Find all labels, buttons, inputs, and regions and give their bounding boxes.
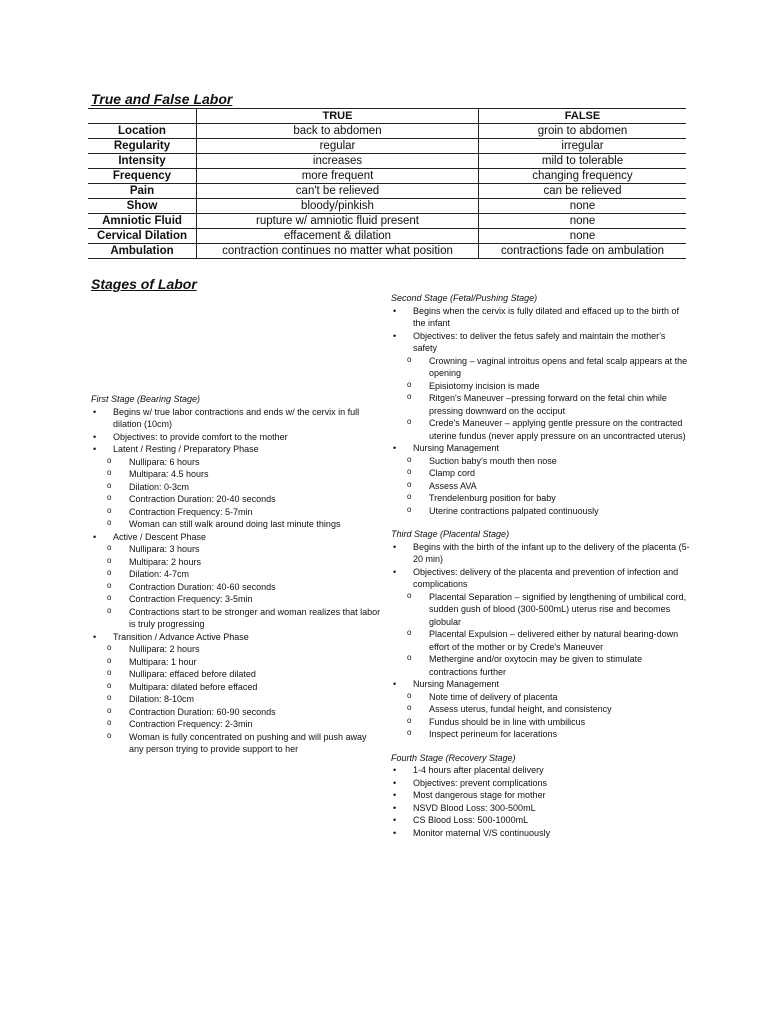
list-item: • Begins w/ true labor contractions and ends w/ the cervix in full dilation (10cm) xyxy=(91,406,381,431)
sub-list-item: o Nullipara: 2 hours xyxy=(91,643,381,656)
true-cell: rupture w/ amniotic fluid present xyxy=(197,214,479,229)
list-item: • Objectives: to deliver the fetus safely and maintain the mother's safety xyxy=(391,330,691,355)
table-row xyxy=(88,169,686,184)
false-cell: irregular xyxy=(479,139,687,154)
list-item: • Nursing Management xyxy=(391,678,691,691)
sub-list-item: o Contraction Duration: 60-90 seconds xyxy=(91,706,381,719)
sub-list-item: o Multipara: 2 hours xyxy=(91,556,381,569)
sub-list-item: o Woman can still walk around doing last minute things xyxy=(91,518,381,531)
list-item: • Objectives: delivery of the placenta and prevention of infection and complications xyxy=(391,566,691,591)
sub-list-item: o Ritgen's Maneuver –pressing forward on the fetal chin while pressing downward on the occiput xyxy=(391,392,691,417)
sub-list-item: o Woman is fully concentrated on pushing and will push away any person trying to provide support to her xyxy=(91,731,381,756)
sub-list-item: o Contraction Frequency: 2-3min xyxy=(91,718,381,731)
row-label: Location xyxy=(88,124,197,139)
row-label: Ambulation xyxy=(88,244,197,259)
sub-list-item: o Dilation: 8-10cm xyxy=(91,693,381,706)
sub-list-item: o Placental Separation – signified by lengthening of umbilical cord, sudden gush of blood (300-500mL) uterus rise and becomes globular xyxy=(391,591,691,629)
list-item: • Nursing Management xyxy=(391,442,691,455)
list-item: • Active / Descent Phase xyxy=(91,531,381,544)
table-row xyxy=(88,184,686,199)
sub-list-item: o Multipara: dilated before effaced xyxy=(91,681,381,694)
sub-list-item: o Episiotomy incision is made xyxy=(391,380,691,393)
true-cell: more frequent xyxy=(197,169,479,184)
true-cell: can't be relieved xyxy=(197,184,479,199)
table-header-row xyxy=(88,109,686,124)
true-cell: contraction continues no matter what position xyxy=(197,244,479,259)
sub-list-item: o Assess uterus, fundal height, and consistency xyxy=(391,703,691,716)
list-item: • Transition / Advance Active Phase xyxy=(91,631,381,644)
row-label: Show xyxy=(88,199,197,214)
sub-list-item: o Placental Expulsion – delivered either by natural bearing-down effort of the mother or by Crede's Maneuver xyxy=(391,628,691,653)
sub-list-item: o Fundus should be in line with umbilicus xyxy=(391,716,691,729)
list-item: • Begins when the cervix is fully dilated and effaced up to the birth of the infant xyxy=(391,305,691,330)
false-cell: none xyxy=(479,199,687,214)
sub-list-item: o Clamp cord xyxy=(391,467,691,480)
sub-list-item: o Assess AVA xyxy=(391,480,691,493)
row-label: Pain xyxy=(88,184,197,199)
sub-list-item: o Contraction Duration: 40-60 seconds xyxy=(91,581,381,594)
true-cell: effacement & dilation xyxy=(197,229,479,244)
sub-list-item: o Contraction Frequency: 5-7min xyxy=(91,506,381,519)
sub-list-item: o Crowning – vaginal introitus opens and fetal scalp appears at the opening xyxy=(391,355,691,380)
right-column xyxy=(391,292,691,839)
table-row xyxy=(88,199,686,214)
list-item: • Most dangerous stage for mother xyxy=(391,789,691,802)
third-stage-list xyxy=(391,541,691,741)
table-row xyxy=(88,229,686,244)
sub-list-item: o Nullipara: effaced before dilated xyxy=(91,668,381,681)
false-cell: none xyxy=(479,229,687,244)
row-label: Amniotic Fluid xyxy=(88,214,197,229)
fourth-stage-heading: Fourth Stage (Recovery Stage) xyxy=(391,752,516,763)
second-stage-heading: Second Stage (Fetal/Pushing Stage) xyxy=(391,293,538,303)
first-stage-heading: First Stage (Bearing Stage) xyxy=(91,394,201,404)
sub-list-item: o Multipara: 1 hour xyxy=(91,656,381,669)
false-cell: groin to abdomen xyxy=(479,124,687,139)
first-stage-list xyxy=(91,406,381,756)
table-header-blank xyxy=(88,109,197,124)
false-cell: can be relieved xyxy=(479,184,687,199)
list-item: • Monitor maternal V/S continuously xyxy=(391,827,691,840)
list-item: • CS Blood Loss: 500-1000mL xyxy=(391,814,691,827)
sub-list-item: o Uterine contractions palpated continuously xyxy=(391,505,691,518)
list-item: • 1-4 hours after placental delivery xyxy=(391,764,691,777)
list-item: • Objectives: to provide comfort to the mother xyxy=(91,431,381,444)
sub-list-item: o Contraction Frequency: 3-5min xyxy=(91,593,381,606)
sub-list-item: o Crede's Maneuver – applying gentle pressure on the contracted uterine fundus (never apply pressure on an uncontracted uterus) xyxy=(391,417,691,442)
row-label: Cervical Dilation xyxy=(88,229,197,244)
false-cell: changing frequency xyxy=(479,169,687,184)
sub-list-item: o Contractions start to be stronger and woman realizes that labor is truly progressing xyxy=(91,606,381,631)
true-false-labor-title: True and False Labor xyxy=(91,91,233,107)
row-label: Intensity xyxy=(88,154,197,169)
list-item: • NSVD Blood Loss: 300-500mL xyxy=(391,802,691,815)
left-column xyxy=(91,393,381,756)
sub-list-item: o Suction baby's mouth then nose xyxy=(391,455,691,468)
sub-list-item: o Note time of delivery of placenta xyxy=(391,691,691,704)
true-cell: back to abdomen xyxy=(197,124,479,139)
sub-list-item: o Inspect perineum for lacerations xyxy=(391,728,691,741)
fourth-stage-list xyxy=(391,764,691,839)
false-cell: none xyxy=(479,214,687,229)
table-row xyxy=(88,124,686,139)
sub-list-item: o Methergine and/or oxytocin may be given to stimulate contractions further xyxy=(391,653,691,678)
table-row xyxy=(88,244,686,259)
false-cell: mild to tolerable xyxy=(479,154,687,169)
row-label: Frequency xyxy=(88,169,197,184)
stages-of-labor-title: Stages of Labor xyxy=(91,276,197,292)
sub-list-item: o Dilation: 0-3cm xyxy=(91,481,381,494)
true-cell: increases xyxy=(197,154,479,169)
table-row xyxy=(88,214,686,229)
true-false-labor-table xyxy=(88,108,686,259)
false-cell: contractions fade on ambulation xyxy=(479,244,687,259)
table-header-false: FALSE xyxy=(479,109,687,124)
sub-list-item: o Dilation: 4-7cm xyxy=(91,568,381,581)
row-label: Regularity xyxy=(88,139,197,154)
table-row xyxy=(88,154,686,169)
table-header-true: TRUE xyxy=(197,109,479,124)
sub-list-item: o Nullipara: 3 hours xyxy=(91,543,381,556)
table-body xyxy=(88,124,686,259)
sub-list-item: o Nullipara: 6 hours xyxy=(91,456,381,469)
table-row xyxy=(88,139,686,154)
true-cell: regular xyxy=(197,139,479,154)
list-item: • Latent / Resting / Preparatory Phase xyxy=(91,443,381,456)
second-stage-list xyxy=(391,305,691,518)
true-cell: bloody/pinkish xyxy=(197,199,479,214)
list-item: • Begins with the birth of the infant up to the delivery of the placenta (5-20 min) xyxy=(391,541,691,566)
third-stage-heading: Third Stage (Placental Stage) xyxy=(391,529,510,539)
sub-list-item: o Trendelenburg position for baby xyxy=(391,492,691,505)
sub-list-item: o Multipara: 4.5 hours xyxy=(91,468,381,481)
sub-list-item: o Contraction Duration: 20-40 seconds xyxy=(91,493,381,506)
list-item: • Objectives: prevent complications xyxy=(391,777,691,790)
